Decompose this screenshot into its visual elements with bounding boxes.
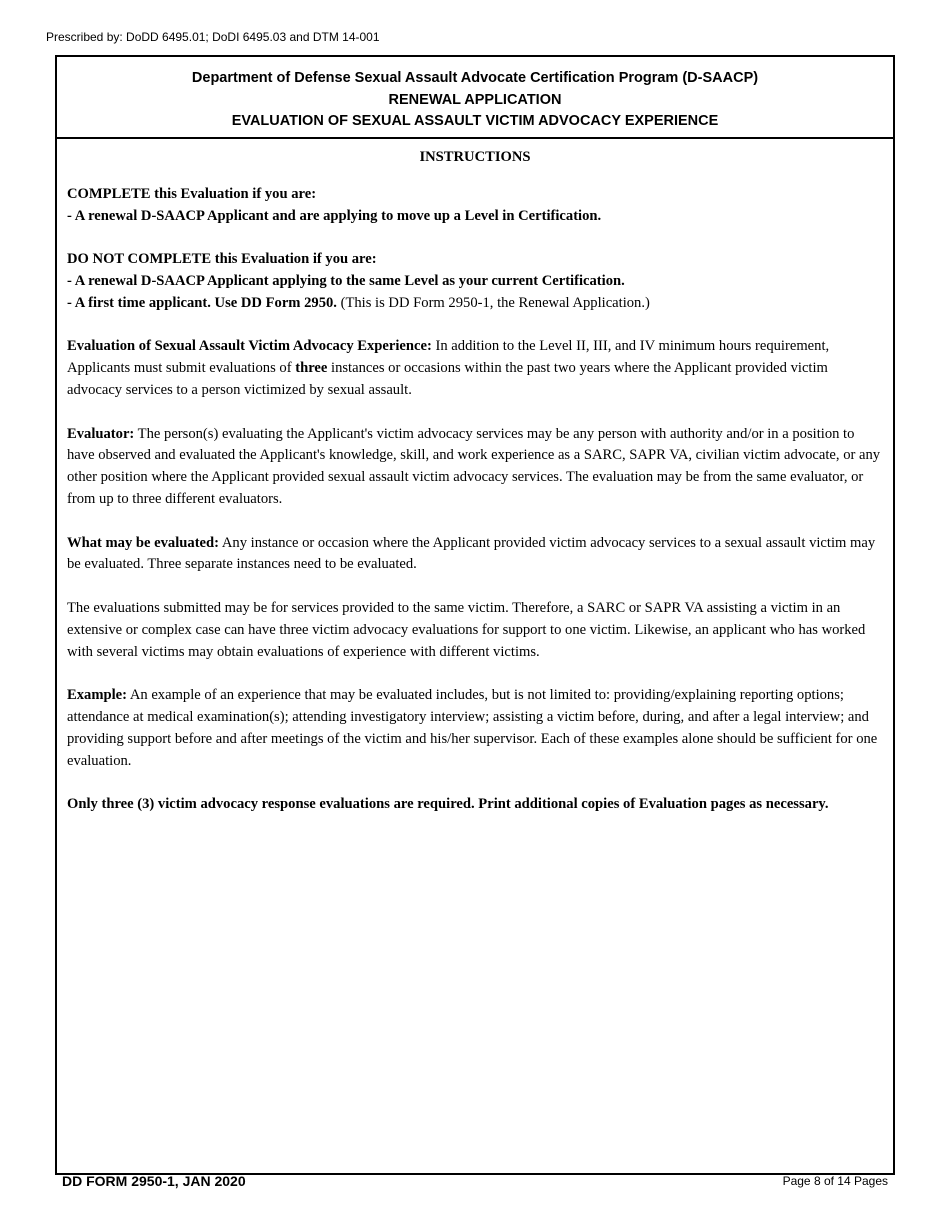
instructions-title: INSTRUCTIONS — [419, 149, 531, 165]
do-not-complete-item — [67, 293, 883, 315]
evaluation-text: In addition to the Level II, III, and IV minimum hours requirement, Applicants must submit evaluations of — [67, 338, 830, 377]
evaluator-text: The person(s) evaluating the Applicant's victim advocacy services may be any person with authority and/or in a position to have observed and evaluated the Applicant's knowledge, skill, and work experience as a SARC, SAPR VA, civilian victim advocate, or any other position where the Applicant provided sexual assault victim advocacy services. The evaluation may be from the same evaluator, or from up to three different evaluators. — [67, 425, 881, 507]
first-time-applicant: - A first time applicant. Use DD Form 2950. — [67, 294, 337, 311]
evaluation-paragraph — [67, 336, 883, 401]
example-paragraph — [67, 685, 883, 772]
renewal-note: (This is DD Form 2950-1, the Renewal Application.) — [336, 294, 650, 311]
evaluation-text-cont: instances or occasions within the past two years where the Applicant provided victim advocacy services to a person victimized by sexual assault. — [67, 360, 828, 398]
header-renewal: RENEWAL APPLICATION — [388, 91, 562, 108]
what-evaluated-label: What may be evaluated: — [67, 534, 220, 551]
complete-heading: COMPLETE this Evaluation if you are: — [67, 185, 317, 202]
form-box — [55, 55, 895, 1175]
what-evaluated-paragraph — [67, 533, 883, 577]
evaluator-label: Evaluator: — [67, 425, 135, 442]
do-not-complete-block — [67, 249, 883, 314]
header-evaluation-title: EVALUATION OF SEXUAL ASSAULT VICTIM ADVOCACY EXPERIENCE — [231, 113, 719, 129]
only-three-note: Only three (3) victim advocacy response evaluations are required. Print additional copies of Evaluation pages as necessary. — [67, 796, 829, 813]
do-not-complete-item: - A renewal D-SAACP Applicant applying to the same Level as your current Certification. — [67, 272, 625, 289]
page-number: Page 8 of 14 Pages — [782, 1174, 888, 1188]
evaluator-paragraph — [67, 424, 883, 511]
do-not-complete-heading: DO NOT COMPLETE this Evaluation if you are: — [67, 251, 377, 268]
prescribed-by: Prescribed by: DoDD 6495.01; DoDI 6495.03 and DTM 14-001 — [46, 30, 380, 44]
complete-block — [67, 184, 883, 228]
header-program: Department of Defense Sexual Assault Advocate Certification Program (D-SAACP) — [191, 70, 759, 86]
form-number: DD FORM 2950-1, JAN 2020 — [62, 1173, 246, 1189]
same-victim-paragraph: The evaluations submitted may be for services provided to the same victim. Therefore, a SARC or SAPR VA assisting a victim in an extensive or complex case can have three victim advocacy evaluations for support to one victim. Likewise, an applicant who has worked with several victims may obtain evaluations of experience with different victims. — [67, 599, 866, 660]
what-evaluated-text: Any instance or occasion where the Applicant provided victim advocacy services to a sexual assault victim may be evaluated. Three separate instances need to be evaluated. — [67, 534, 876, 573]
evaluation-label: Evaluation of Sexual Assault Victim Advocacy Experience: — [67, 338, 432, 355]
instructions-section — [57, 147, 893, 816]
form-header — [57, 57, 893, 139]
example-text: An example of an experience that may be evaluated includes, but is not limited to: providing/explaining reporting options; attendance at medical examination(s); attending investigatory interview; assisting a victim before, during, and after a legal interview; and providing support before and after meetings of the victim and his/her supervisor. Each of these examples alone should be sufficient for one evaluation. — [67, 687, 878, 769]
example-label: Example: — [67, 687, 127, 704]
complete-item: - A renewal D-SAACP Applicant and are applying to move up a Level in Certification. — [67, 207, 602, 224]
evaluation-emphasis: three — [295, 360, 328, 377]
